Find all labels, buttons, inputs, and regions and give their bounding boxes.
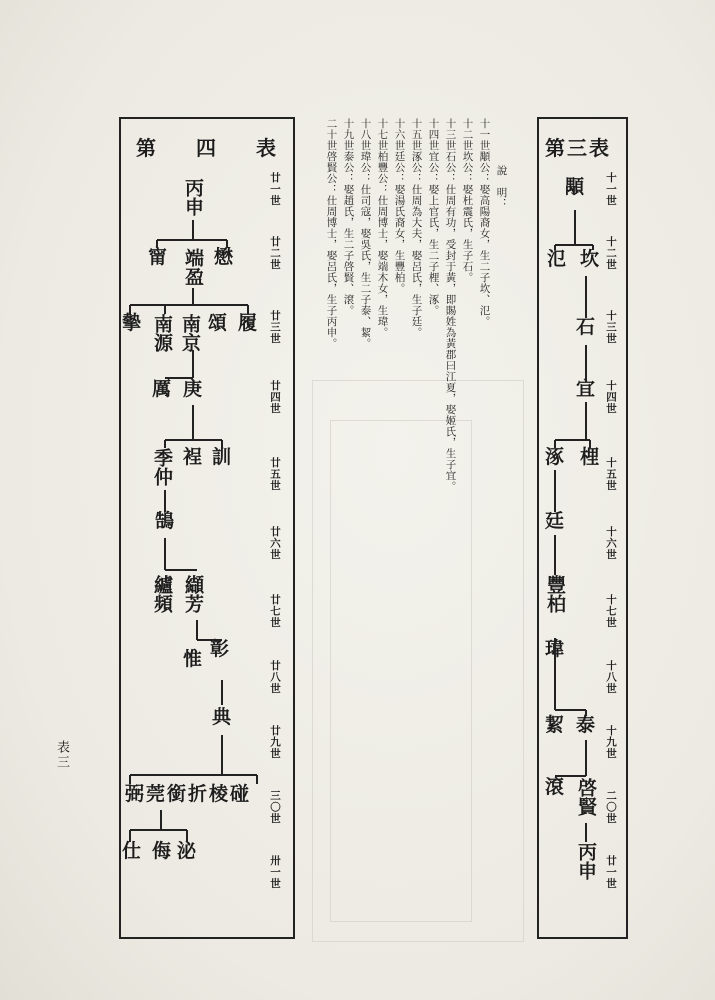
note-line: 十九世泰公：娶趙氏，生二子啓賢、滾。 bbox=[342, 118, 355, 316]
generation-label: 廿一世 bbox=[605, 855, 617, 890]
person-name: 丙申 bbox=[575, 842, 597, 880]
person-name: 懋 bbox=[214, 246, 234, 268]
person-name: 廷 bbox=[545, 510, 565, 532]
person-name: 裎 bbox=[183, 446, 203, 468]
generation-label: 十五世 bbox=[605, 457, 617, 492]
note-line: 十一世顒公：娶高陽裔女，生二子坎、氾。 bbox=[478, 118, 491, 327]
generation-label: 卅一世 bbox=[269, 855, 281, 890]
note-line: 十三世石公：仕周有功，受封于黃，即賜姓為黃郡曰江夏，娶姬氏，生子宜。 bbox=[444, 118, 457, 492]
person-name: 季仲 bbox=[151, 448, 173, 486]
person-name: 石 bbox=[576, 316, 596, 338]
note-line: 十二世坎公：娶杜震氏，生子石。 bbox=[461, 118, 474, 283]
person-name-row: 弼莞銜折棱碰 bbox=[125, 783, 252, 805]
person-name: 訓 bbox=[212, 446, 232, 468]
person-name: 滾 bbox=[545, 776, 565, 798]
person-name: 鵠 bbox=[155, 510, 175, 532]
person-name: 庚 bbox=[183, 378, 203, 400]
person-name: 摰 bbox=[122, 312, 142, 334]
person-name: 仕 bbox=[122, 840, 142, 862]
person-name: 顒 bbox=[565, 176, 585, 198]
generation-label: 十七世 bbox=[605, 594, 617, 629]
generation-label: 十九世 bbox=[605, 725, 617, 760]
generation-label: 十三世 bbox=[605, 310, 617, 345]
person-name: 侮 bbox=[152, 840, 172, 862]
person-name: 南源 bbox=[151, 314, 173, 352]
person-name: 涿 bbox=[545, 446, 565, 468]
note-line: 十八世瑋公：仕司寇，娶吳氏，生二子泰、絜。 bbox=[359, 118, 372, 349]
person-name: 瑋 bbox=[545, 638, 565, 660]
page-number: 表三 bbox=[54, 740, 69, 770]
person-name: 纈芳 bbox=[182, 575, 204, 613]
generation-label: 廿一世 bbox=[269, 172, 281, 207]
generation-label: 廿六世 bbox=[269, 526, 281, 561]
note-line: 十四世宜公：娶上官氏，生二子梩、涿。 bbox=[427, 118, 440, 316]
generation-label: 廿八世 bbox=[269, 660, 281, 695]
generation-label: 廿九世 bbox=[269, 725, 281, 760]
person-name: 頌 bbox=[208, 312, 228, 334]
person-name: 坎 bbox=[580, 248, 600, 270]
note-line: 十七世柏豐公：仕周博士，娶端木女，生瑋。 bbox=[376, 118, 389, 338]
person-name: 絜 bbox=[545, 714, 565, 736]
generation-label: 廿七世 bbox=[269, 594, 281, 629]
table-3-title: 第三表 bbox=[545, 136, 611, 160]
person-name: 端盈 bbox=[182, 248, 204, 286]
person-name: 南京 bbox=[179, 314, 201, 352]
person-name: 甯 bbox=[148, 246, 168, 268]
generation-label: 三〇世 bbox=[269, 790, 281, 825]
generation-label: 十四世 bbox=[605, 380, 617, 415]
person-name: 彰 bbox=[210, 638, 230, 660]
generation-label: 二〇世 bbox=[605, 790, 617, 825]
generation-label: 十八世 bbox=[605, 660, 617, 695]
person-name: 泌 bbox=[177, 840, 197, 862]
table-4-title: 第四表 bbox=[136, 136, 316, 160]
generation-label: 十一世 bbox=[605, 172, 617, 207]
person-name: 丙申 bbox=[182, 178, 204, 216]
person-name: 啓賢 bbox=[575, 778, 597, 816]
person-name: 宜 bbox=[576, 378, 596, 400]
generation-label: 廿三世 bbox=[269, 310, 281, 345]
generation-label: 廿二世 bbox=[269, 236, 281, 271]
person-name: 履 bbox=[238, 312, 258, 334]
note-line: 十六世廷公：娶湯氏裔女，生豐柏。 bbox=[393, 118, 406, 294]
generation-label: 廿五世 bbox=[269, 457, 281, 492]
note-line: 十五世涿公：仕周為大夫，娶呂氏，生子廷。 bbox=[410, 118, 423, 338]
person-name: 厲 bbox=[152, 378, 172, 400]
note-line: 二十世啓賢公：仕周博士，娶呂氏，生子丙申。 bbox=[325, 118, 338, 349]
generation-label: 廿四世 bbox=[269, 380, 281, 415]
person-name: 梩 bbox=[580, 446, 600, 468]
person-name: 豐柏 bbox=[544, 575, 566, 613]
person-name: 氾 bbox=[547, 248, 567, 270]
generation-label: 十二世 bbox=[605, 236, 617, 271]
generation-label: 十六世 bbox=[605, 526, 617, 561]
person-name: 惟 bbox=[183, 648, 203, 670]
person-name: 纑頻 bbox=[151, 575, 173, 613]
person-name: 典 bbox=[212, 706, 232, 728]
notes-heading: 說 明： bbox=[495, 165, 508, 209]
person-name: 泰 bbox=[576, 714, 596, 736]
